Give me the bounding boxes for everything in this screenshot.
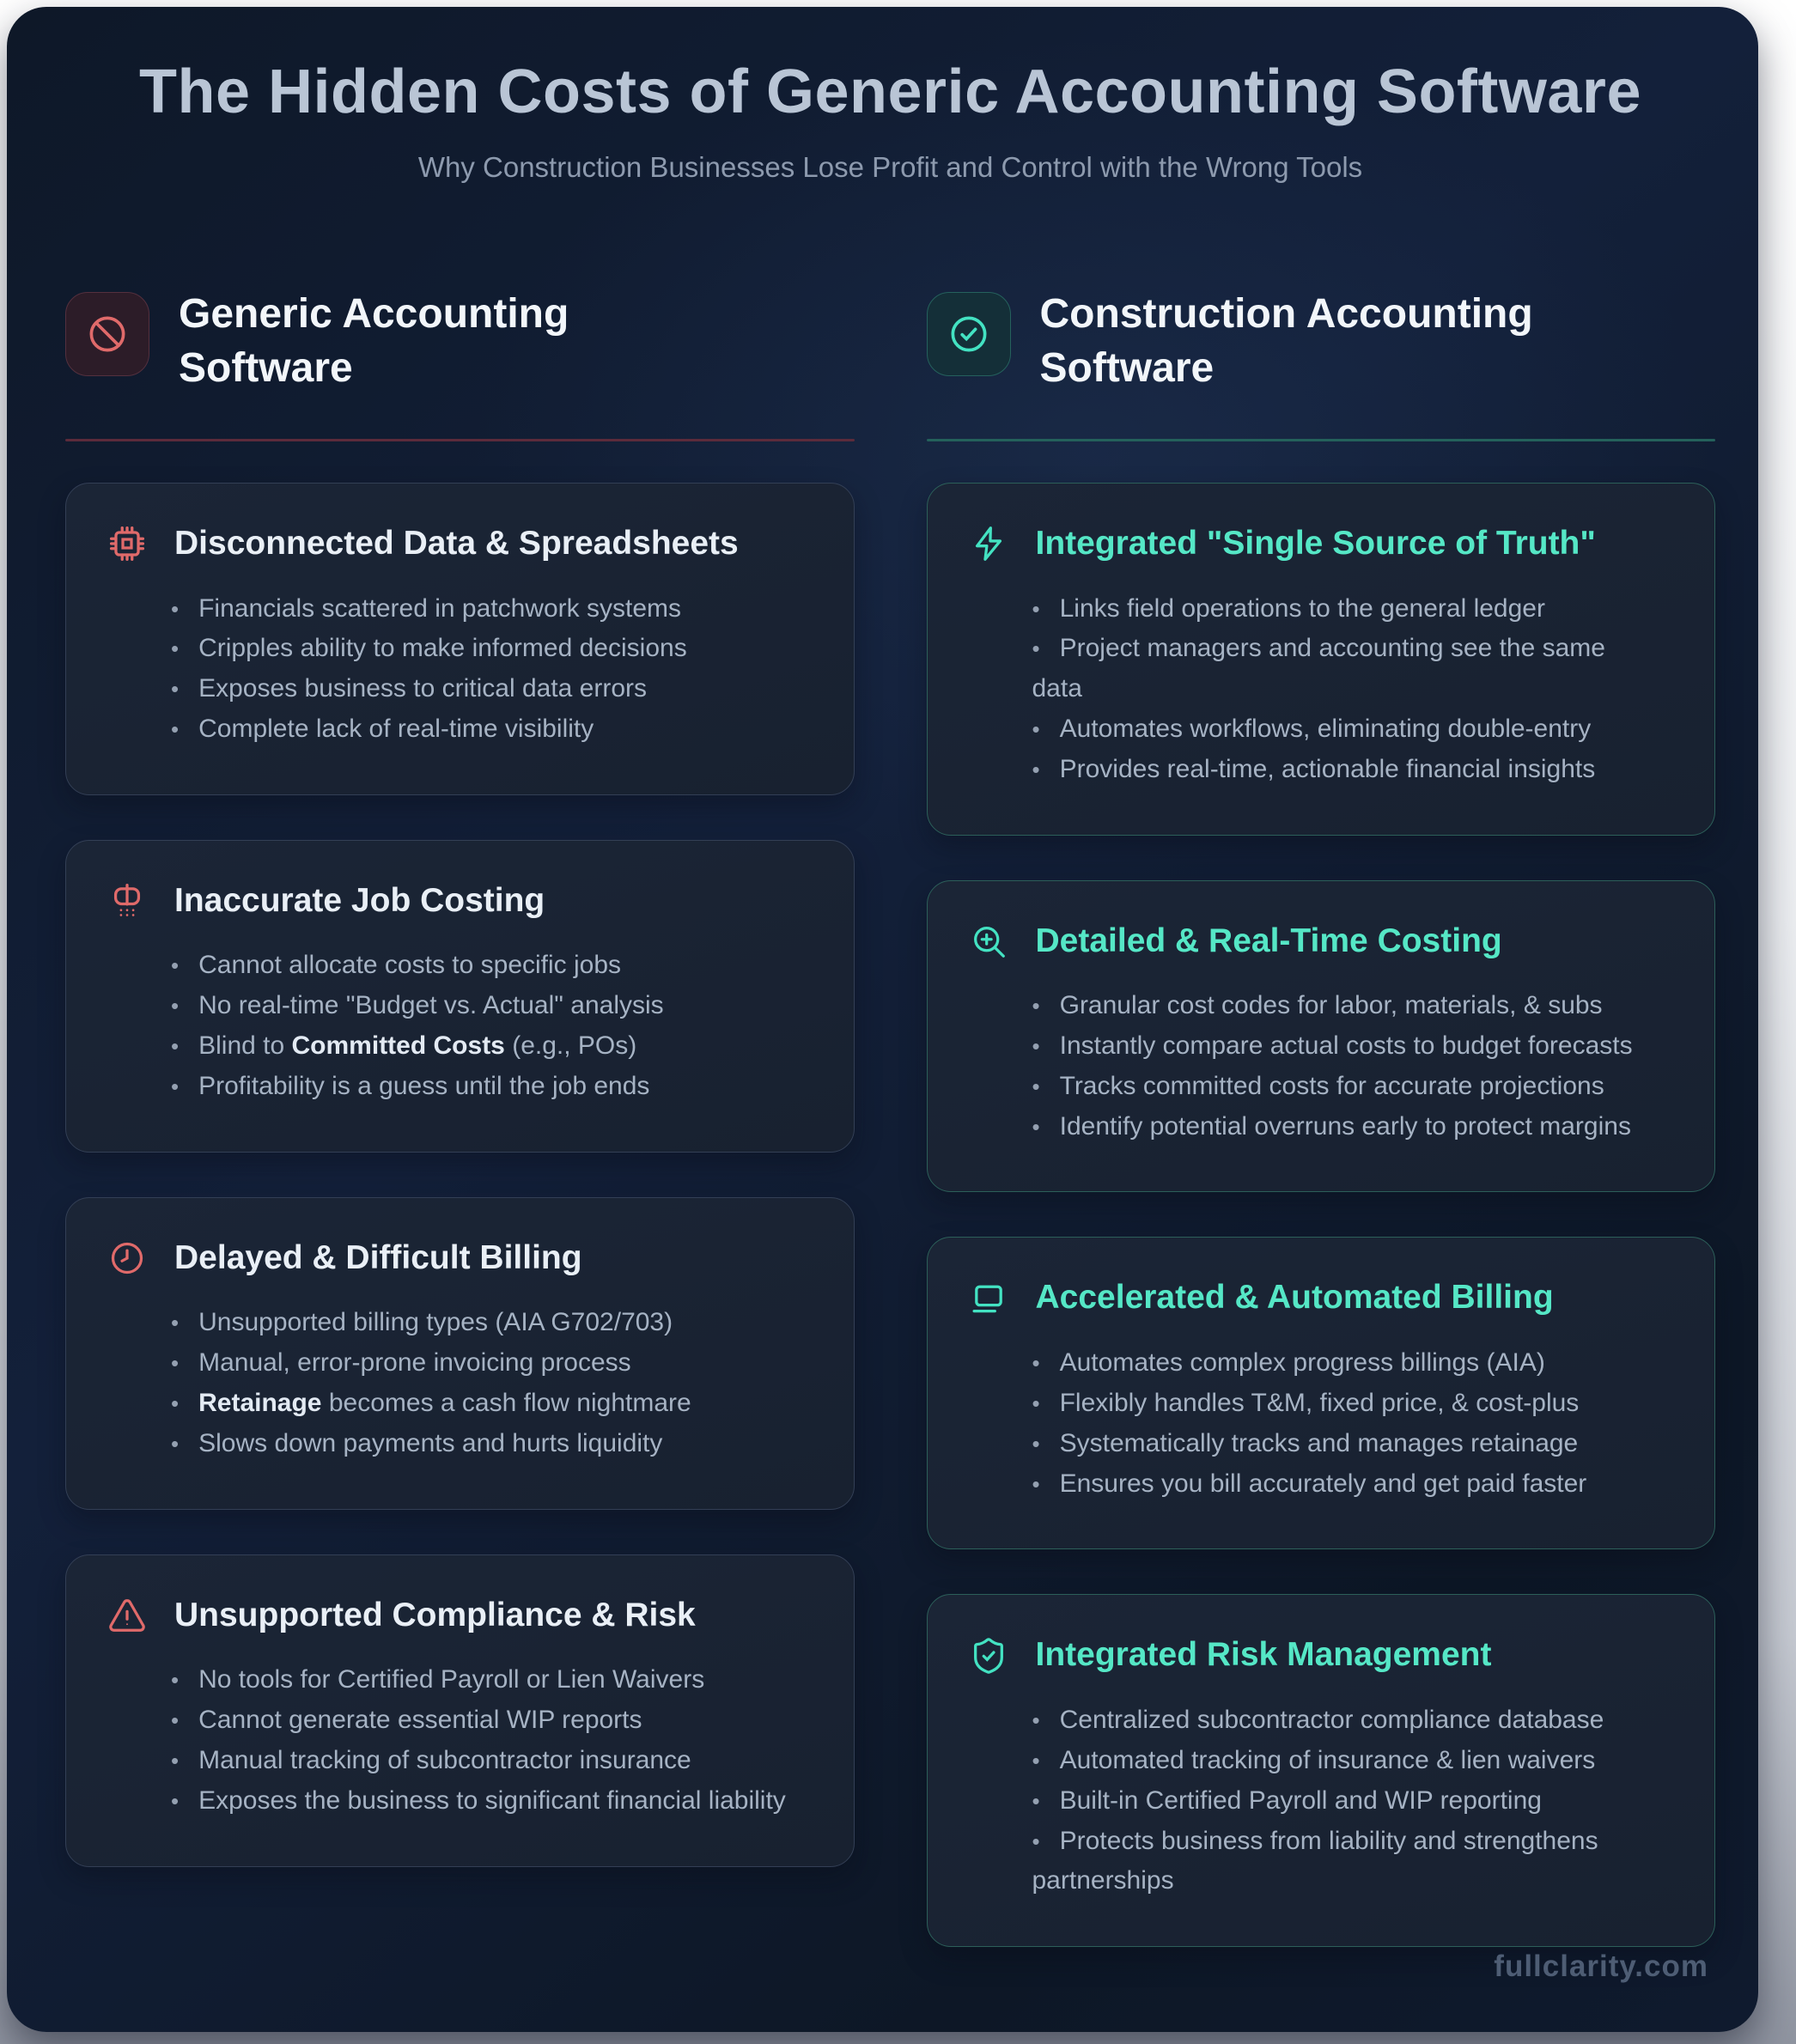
bullet-dot-icon: • — [171, 595, 180, 622]
bullet-item — [1032, 629, 1655, 709]
poster-content — [7, 7, 1758, 1947]
bullet-text: Profitability is a guess until the job ends — [198, 1071, 650, 1100]
bullet-item — [1032, 1424, 1655, 1464]
bullet-text-bold: Committed Costs — [291, 1031, 505, 1061]
page-title: The Hidden Costs of Generic Accounting Software — [138, 58, 1641, 126]
bullet-item — [171, 669, 794, 709]
prohibition-icon — [85, 312, 130, 356]
bullet-text: Systematically tracks and manages retainage — [1059, 1428, 1579, 1457]
bullet-text: Blind to — [198, 1031, 292, 1061]
bullet-dot-icon: • — [1032, 1033, 1040, 1060]
bullet-dot-icon: • — [1032, 1430, 1040, 1457]
bullet-item — [1032, 1343, 1655, 1384]
column-generic — [65, 292, 855, 1947]
laptop-icon — [969, 1279, 1008, 1318]
bullet-text: Identify potential overruns early to protect margins — [1059, 1111, 1631, 1141]
bullet-dot-icon: • — [1032, 1828, 1040, 1854]
column-header-construction — [927, 292, 1716, 396]
feature-card — [927, 1237, 1716, 1549]
bullet-item — [1032, 1822, 1655, 1902]
bullet-item — [171, 1384, 794, 1424]
card-header — [107, 880, 794, 922]
bullet-text: No real-time "Budget vs. Actual" analysis — [198, 991, 664, 1020]
card-title: Accelerated & Automated Billing — [1035, 1279, 1554, 1317]
column-header-generic — [65, 292, 855, 396]
bullet-text: Unsupported billing types (AIA G702/703) — [198, 1308, 673, 1337]
card-title: Inaccurate Job Costing — [174, 881, 545, 919]
bullet-text: Exposes the business to significant financial liability — [198, 1785, 786, 1815]
bullet-text: Slows down payments and hurts liquidity — [198, 1428, 663, 1457]
bullet-item — [1032, 1067, 1655, 1107]
bullet-item — [171, 1781, 794, 1822]
bullet-text: Centralized subcontractor compliance database — [1059, 1706, 1604, 1735]
bullet-item — [1032, 1464, 1655, 1505]
card-header — [969, 921, 1655, 963]
bullet-dot-icon: • — [171, 1707, 180, 1734]
bullet-dot-icon: • — [171, 952, 180, 979]
bullet-dot-icon: • — [1032, 993, 1040, 1019]
feature-card — [65, 1197, 855, 1510]
lightning-icon — [969, 524, 1008, 563]
bullet-dot-icon: • — [171, 993, 180, 1019]
bullet-item — [171, 1700, 794, 1741]
bullet-dot-icon: • — [1032, 636, 1040, 662]
clock-icon — [107, 1238, 147, 1278]
card-title: Delayed & Difficult Billing — [174, 1238, 582, 1276]
bullet-list — [171, 946, 794, 1106]
magnifier-plus-icon — [969, 922, 1008, 961]
bullet-item — [1032, 986, 1655, 1026]
bullet-text: Cripples ability to make informed decisions — [198, 634, 687, 663]
column-icon-chip — [927, 292, 1011, 376]
card-header — [969, 1277, 1655, 1319]
card-title: Detailed & Real-Time Costing — [1035, 922, 1502, 959]
bullet-text: Automates workflows, eliminating double-entry — [1059, 714, 1592, 743]
site-url: fullclarity.com — [1494, 1950, 1708, 1983]
bullet-list — [1032, 986, 1655, 1147]
feature-card — [927, 1594, 1716, 1947]
card-header — [107, 1595, 794, 1637]
bullet-text: Tracks committed costs for accurate projections — [1059, 1071, 1604, 1100]
bullet-dot-icon: • — [171, 1033, 180, 1060]
bullet-text: Manual, error-prone invoicing process — [198, 1348, 631, 1378]
bullet-item — [1032, 750, 1655, 790]
bullet-text: Project managers and accounting see the same data — [1032, 634, 1605, 703]
bullet-text: Built-in Certified Payroll and WIP reporting — [1059, 1785, 1542, 1815]
bullet-list — [1032, 1700, 1655, 1901]
bullet-item — [171, 946, 794, 986]
costing-icon — [107, 881, 147, 921]
card-list — [65, 483, 855, 1867]
bullet-list — [171, 1303, 794, 1463]
bullet-dot-icon: • — [1032, 1470, 1040, 1497]
bullet-dot-icon: • — [1032, 1113, 1040, 1140]
feature-card — [65, 1554, 855, 1867]
bullet-item — [171, 1741, 794, 1781]
feature-card — [927, 880, 1716, 1193]
column-title: Construction Accounting Software — [1039, 291, 1533, 392]
bullet-text: Instantly compare actual costs to budget forecasts — [1059, 1031, 1633, 1061]
column-divider — [927, 439, 1716, 441]
bullet-text: becomes a cash flow nightmare — [321, 1389, 691, 1418]
comparison-columns — [65, 292, 1715, 1947]
feature-card — [65, 840, 855, 1153]
bullet-text: Automated tracking of insurance & lien waivers — [1059, 1745, 1596, 1774]
bullet-text: Ensures you bill accurately and get paid faster — [1059, 1469, 1587, 1498]
bullet-item — [171, 1424, 794, 1464]
bullet-item — [171, 1067, 794, 1107]
bullet-text: Financials scattered in patchwork systems — [198, 593, 681, 623]
bullet-item — [1032, 709, 1655, 750]
bullet-dot-icon: • — [171, 1667, 180, 1694]
bullet-text: Cannot generate essential WIP reports — [198, 1706, 642, 1735]
bullet-dot-icon: • — [171, 715, 180, 742]
bullet-dot-icon: • — [1032, 1707, 1040, 1734]
bullet-text: Protects business from liability and strengthens partnerships — [1032, 1826, 1598, 1895]
bullet-dot-icon: • — [1032, 756, 1040, 782]
bullet-text: (e.g., POs) — [504, 1031, 637, 1061]
bullet-dot-icon: • — [1032, 1073, 1040, 1099]
bullet-item — [171, 589, 794, 630]
card-header — [107, 523, 794, 565]
bullet-item — [171, 1660, 794, 1700]
bullet-dot-icon: • — [1032, 1787, 1040, 1814]
column-title: Generic Accounting Software — [179, 291, 569, 392]
column-divider — [65, 439, 855, 441]
bullet-dot-icon: • — [171, 1310, 180, 1336]
bullet-list — [171, 1660, 794, 1821]
column-icon-chip — [65, 292, 149, 376]
bullet-dot-icon: • — [171, 1390, 180, 1417]
bullet-text: No tools for Certified Payroll or Lien Waivers — [198, 1665, 705, 1694]
bullet-dot-icon: • — [171, 1787, 180, 1814]
card-title: Integrated "Single Source of Truth" — [1035, 524, 1596, 562]
page-subtitle: Why Construction Businesses Lose Profit and Control with the Wrong Tools — [417, 151, 1363, 184]
bullet-item — [171, 1303, 794, 1343]
bullet-item — [1032, 589, 1655, 630]
feature-card — [65, 483, 855, 795]
bullet-text: Cannot allocate costs to specific jobs — [198, 951, 622, 980]
bullet-dot-icon: • — [1032, 1390, 1040, 1417]
poster-canvas — [7, 7, 1758, 2032]
bullet-item — [171, 709, 794, 750]
bullet-item — [1032, 1026, 1655, 1067]
bullet-dot-icon: • — [171, 1747, 180, 1773]
bullet-text: Granular cost codes for labor, materials, & subs — [1059, 991, 1603, 1020]
bullet-item — [171, 1026, 794, 1067]
bullet-dot-icon: • — [1032, 595, 1040, 622]
card-title: Unsupported Compliance & Risk — [174, 1596, 696, 1633]
bullet-dot-icon: • — [171, 676, 180, 703]
card-header — [969, 1634, 1655, 1676]
card-list — [927, 483, 1716, 1947]
card-header — [969, 523, 1655, 565]
bullet-item — [1032, 1781, 1655, 1822]
bullet-text: Exposes business to critical data errors — [198, 674, 648, 703]
bullet-dot-icon: • — [1032, 1747, 1040, 1773]
bullet-dot-icon: • — [1032, 715, 1040, 742]
column-construction — [927, 292, 1716, 1947]
bullet-list — [1032, 1343, 1655, 1504]
bullet-item — [1032, 1700, 1655, 1741]
card-header — [107, 1238, 794, 1280]
bullet-text: Links field operations to the general ledger — [1059, 593, 1545, 623]
bullet-list — [1032, 589, 1655, 790]
bullet-item — [1032, 1107, 1655, 1147]
bullet-dot-icon: • — [1032, 1350, 1040, 1377]
bullet-item — [1032, 1384, 1655, 1424]
card-title: Disconnected Data & Spreadsheets — [174, 524, 739, 562]
bullet-dot-icon: • — [171, 1350, 180, 1377]
bullet-text: Flexibly handles T&M, fixed price, & cost-plus — [1059, 1389, 1580, 1418]
bullet-text-bold: Retainage — [198, 1389, 322, 1418]
card-title: Integrated Risk Management — [1035, 1636, 1492, 1674]
bullet-list — [171, 589, 794, 750]
warning-triangle-icon — [107, 1596, 147, 1635]
bullet-text: Automates complex progress billings (AIA) — [1059, 1348, 1545, 1378]
bullet-dot-icon: • — [171, 1430, 180, 1457]
bullet-item — [171, 629, 794, 669]
bullet-item — [1032, 1741, 1655, 1781]
shield-check-icon — [969, 1636, 1008, 1676]
feature-card — [927, 483, 1716, 836]
bullet-dot-icon: • — [171, 1073, 180, 1099]
bullet-text: Provides real-time, actionable financial insights — [1059, 754, 1596, 783]
check-circle-icon — [947, 312, 991, 356]
bullet-dot-icon: • — [171, 636, 180, 662]
bullet-text: Complete lack of real-time visibility — [198, 714, 594, 743]
bullet-text: Manual tracking of subcontractor insurance — [198, 1745, 691, 1774]
bullet-item — [171, 986, 794, 1026]
bullet-item — [171, 1343, 794, 1384]
cpu-chip-icon — [107, 524, 147, 563]
